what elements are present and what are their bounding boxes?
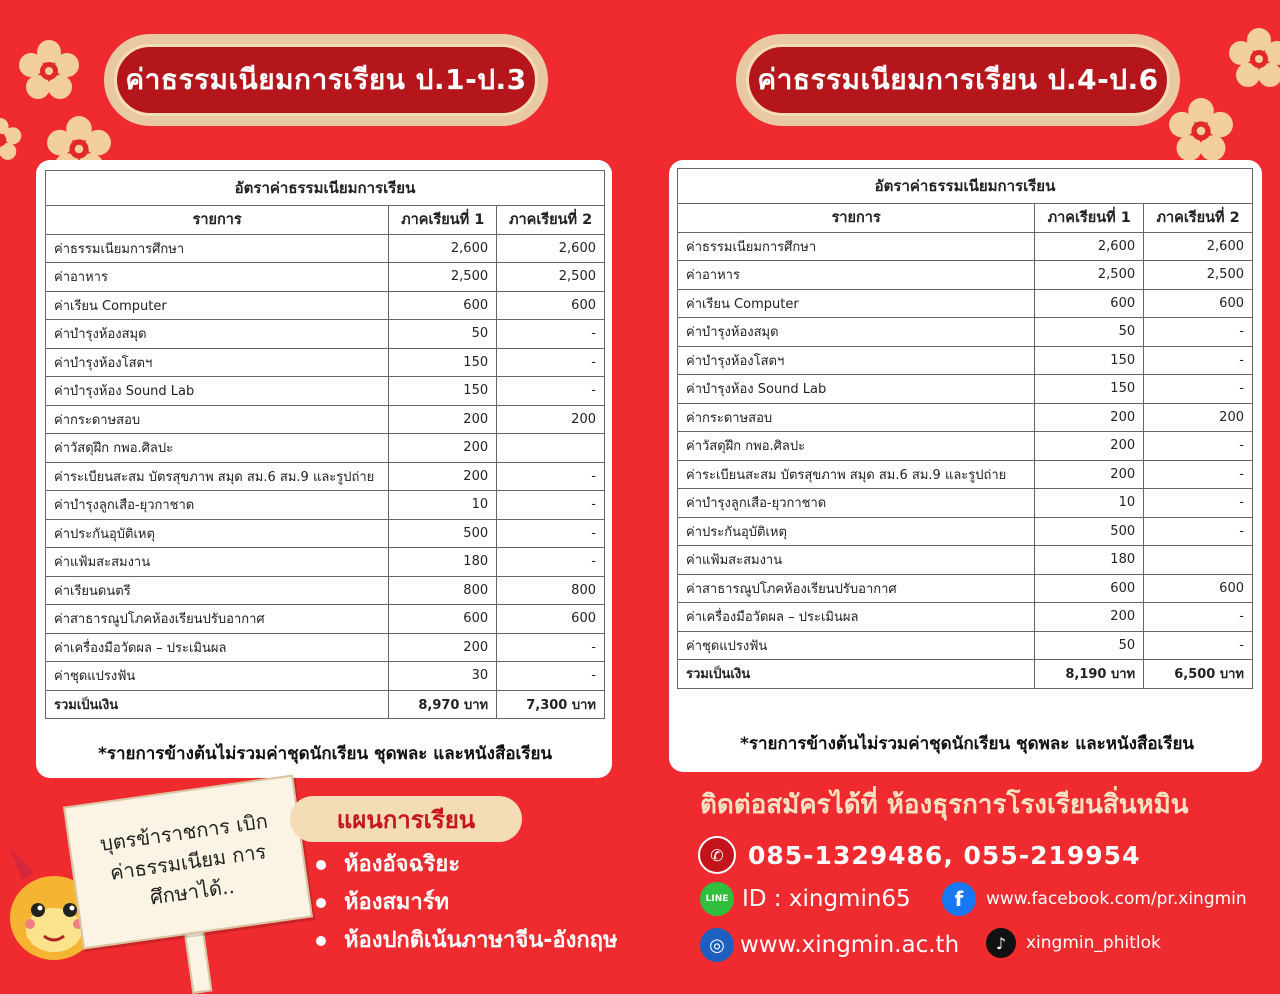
fee-item-name: ค่าวัสดุฝึก กพอ.ศิลปะ [46, 434, 389, 463]
fee-item-name: ค่าอาหาร [678, 261, 1035, 290]
term2-amount: 600 [1144, 289, 1253, 318]
fee-item-name: ค่าอาหาร [46, 263, 389, 292]
term1-amount: 2,500 [389, 263, 497, 292]
table-row [46, 377, 605, 406]
term1-amount: 200 [1035, 403, 1144, 432]
term1-amount: 50 [1035, 318, 1144, 347]
term2-amount: - [1144, 489, 1253, 518]
term1-amount: 200 [1035, 460, 1144, 489]
term1-amount: 150 [389, 377, 497, 406]
term2-amount: - [1144, 432, 1253, 461]
table-row [46, 234, 605, 263]
fee-item-name: ค่าบำรุงห้องสมุด [678, 318, 1035, 347]
term1-amount: 150 [389, 348, 497, 377]
table-row [46, 633, 605, 662]
fee-item-name: ค่าแฟ้มสะสมงาน [46, 548, 389, 577]
left-banner-title: ค่าธรรมเนียมการเรียน ป.1-ป.3 [125, 63, 527, 96]
table-row [46, 548, 605, 577]
term2-amount [1144, 546, 1253, 575]
term2-amount: 600 [497, 291, 605, 320]
right-banner-title: ค่าธรรมเนียมการเรียน ป.4-ป.6 [757, 63, 1159, 96]
term1-total: 8,970 บาท [389, 690, 497, 719]
fee-item-name: ค่าธรรมเนียมการศึกษา [46, 234, 389, 263]
table-row [678, 574, 1253, 603]
table-row [46, 434, 605, 463]
globe-icon: ◎ [700, 928, 734, 962]
list-item: ห้องปกติเน้นภาษาจีน-อังกฤษ [316, 922, 618, 960]
term2-amount: 2,500 [497, 263, 605, 292]
column-header-item: รายการ [46, 206, 389, 235]
term1-amount: 150 [1035, 346, 1144, 375]
column-header-term2: ภาคเรียนที่ 2 [1144, 204, 1253, 233]
study-plan-header [290, 796, 522, 842]
term2-amount: - [497, 348, 605, 377]
column-header-item: รายการ [678, 204, 1035, 233]
fee-item-name: ค่าเครื่องมือวัดผล – ประเมินผล [46, 633, 389, 662]
fee-item-name: ค่าธรรมเนียมการศึกษา [678, 232, 1035, 261]
term1-amount: 50 [1035, 631, 1144, 660]
fee-item-name: ค่าเรียน Computer [46, 291, 389, 320]
table-row [46, 263, 605, 292]
total-label: รวมเป็นเงิน [46, 690, 389, 719]
fee-item-name: ค่าบำรุงห้อง Sound Lab [46, 377, 389, 406]
fee-item-name: ค่าระเบียนสะสม บัตรสุขภาพ สมุด สม.6 สม.9 และรูปถ่าย [46, 462, 389, 491]
phone-line [698, 836, 1140, 874]
plum-blossom-icon [1228, 28, 1280, 90]
fee-item-name: ค่าบำรุงลูกเสือ-ยุวกาชาด [678, 489, 1035, 518]
left-title-banner [104, 34, 548, 126]
phone-numbers[interactable]: 085-1329486, 055-219954 [748, 840, 1141, 870]
fee-item-name: ค่าบำรุงลูกเสือ-ยุวกาชาด [46, 491, 389, 520]
table-row [678, 375, 1253, 404]
plum-blossom-icon [0, 118, 22, 162]
term1-amount: 800 [389, 576, 497, 605]
table-row [46, 605, 605, 634]
fee-item-name: ค่าบำรุงห้องโสตฯ [678, 346, 1035, 375]
left-note: *รายการข้างต้นไม่รวมค่าชุดนักเรียน ชุดพละ และหนังสือเรียน [97, 744, 553, 764]
term2-amount: - [497, 462, 605, 491]
term1-amount: 600 [389, 605, 497, 634]
term2-amount: 600 [1144, 574, 1253, 603]
term1-amount: 200 [1035, 603, 1144, 632]
term2-amount: - [1144, 318, 1253, 347]
list-item: ห้องอัจฉริยะ [316, 846, 618, 884]
table-row [678, 489, 1253, 518]
table-row [46, 519, 605, 548]
table-row [678, 261, 1253, 290]
total-row [46, 690, 605, 719]
term2-total: 7,300 บาท [497, 690, 605, 719]
term1-amount: 180 [1035, 546, 1144, 575]
bullet-icon [316, 936, 326, 946]
right-title-banner [736, 34, 1180, 126]
bullet-icon [316, 860, 326, 870]
term2-amount: - [497, 662, 605, 691]
tiktok-handle[interactable]: xingmin_phitlok [1026, 933, 1161, 953]
total-label: รวมเป็นเงิน [678, 660, 1035, 689]
term1-amount: 10 [389, 491, 497, 520]
website-url[interactable]: www.xingmin.ac.th [740, 932, 960, 958]
table-row [46, 291, 605, 320]
term1-amount: 2,600 [1035, 232, 1144, 261]
left-fee-table [45, 170, 605, 719]
table-row [678, 603, 1253, 632]
table-row [678, 432, 1253, 461]
term1-amount: 2,600 [389, 234, 497, 263]
term2-amount: - [1144, 631, 1253, 660]
term1-amount: 200 [1035, 432, 1144, 461]
table-row [678, 517, 1253, 546]
term1-amount: 30 [389, 662, 497, 691]
table-row [46, 576, 605, 605]
term2-amount: 2,600 [497, 234, 605, 263]
term1-amount: 600 [1035, 574, 1144, 603]
term1-amount: 500 [389, 519, 497, 548]
study-plan-title: แผนการเรียน [336, 805, 476, 834]
term2-amount: - [497, 377, 605, 406]
term2-amount: - [497, 633, 605, 662]
column-header-term1: ภาคเรียนที่ 1 [389, 206, 497, 235]
fee-item-name: ค่าบำรุงห้องสมุด [46, 320, 389, 349]
term1-amount: 2,500 [1035, 261, 1144, 290]
fee-item-name: ค่าบำรุงห้อง Sound Lab [678, 375, 1035, 404]
term1-total: 8,190 บาท [1035, 660, 1144, 689]
term2-amount: - [1144, 346, 1253, 375]
bullet-icon [316, 898, 326, 908]
table-row [678, 631, 1253, 660]
term1-amount: 600 [1035, 289, 1144, 318]
table-row [678, 318, 1253, 347]
fee-item-name: ค่าประกันอุบัติเหตุ [46, 519, 389, 548]
term1-amount: 180 [389, 548, 497, 577]
line-icon: LINE [700, 882, 734, 916]
sign-text: บุตรข้าราชการ เบิกค่าธรรมเนียม การศึกษาได้.. [98, 808, 270, 910]
fee-item-name: ค่าวัสดุฝึก กพอ.ศิลปะ [678, 432, 1035, 461]
table-row [678, 346, 1253, 375]
line-id-line [700, 882, 911, 916]
table-row [678, 546, 1253, 575]
fee-item-name: ค่ากระดาษสอบ [678, 403, 1035, 432]
term1-amount: 500 [1035, 517, 1144, 546]
fee-item-name: ค่ากระดาษสอบ [46, 405, 389, 434]
fee-item-name: ค่าเครื่องมือวัดผล – ประเมินผล [678, 603, 1035, 632]
fee-item-name: ค่าเรียน Computer [678, 289, 1035, 318]
phone-icon: ✆ [698, 836, 736, 874]
term2-amount: - [1144, 460, 1253, 489]
term2-amount: 600 [497, 605, 605, 634]
term1-amount: 150 [1035, 375, 1144, 404]
term1-amount: 50 [389, 320, 497, 349]
term2-amount: - [497, 519, 605, 548]
facebook-url[interactable]: www.facebook.com/pr.xingmin [986, 889, 1247, 909]
table-row [46, 662, 605, 691]
term2-amount: - [497, 320, 605, 349]
term2-amount: 200 [1144, 403, 1253, 432]
term2-amount: - [497, 548, 605, 577]
fee-item-name: ค่าสาธารณูปโภคห้องเรียนปรับอากาศ [678, 574, 1035, 603]
right-fee-table [677, 168, 1253, 689]
term1-amount: 200 [389, 405, 497, 434]
plum-blossom-icon [1168, 98, 1234, 164]
term1-amount: 600 [389, 291, 497, 320]
line-id[interactable]: ID : xingmin65 [742, 886, 911, 912]
table-caption: อัตราค่าธรรมเนียมการเรียน [46, 171, 605, 206]
term2-amount: 200 [497, 405, 605, 434]
term2-amount: - [497, 491, 605, 520]
table-row [46, 462, 605, 491]
table-row [678, 289, 1253, 318]
fee-item-name: ค่าบำรุงห้องโสตฯ [46, 348, 389, 377]
fee-item-name: ค่าเรียนดนตรี [46, 576, 389, 605]
notice-sign [63, 775, 313, 950]
table-row [46, 320, 605, 349]
table-row [46, 348, 605, 377]
table-caption: อัตราค่าธรรมเนียมการเรียน [678, 169, 1253, 204]
study-plan-list [316, 846, 618, 960]
contact-title: ติดต่อสมัครได้ที่ ห้องธุรการโรงเรียนสิ่นหมิน [700, 790, 1189, 820]
table-row [46, 405, 605, 434]
column-header-term1: ภาคเรียนที่ 1 [1035, 204, 1144, 233]
term2-amount: 2,500 [1144, 261, 1253, 290]
total-row [678, 660, 1253, 689]
table-row [46, 491, 605, 520]
plum-blossom-icon [18, 40, 80, 102]
term1-amount: 200 [389, 434, 497, 463]
term2-amount: - [1144, 603, 1253, 632]
term2-amount: - [1144, 375, 1253, 404]
fee-item-name: ค่าประกันอุบัติเหตุ [678, 517, 1035, 546]
column-header-term2: ภาคเรียนที่ 2 [497, 206, 605, 235]
term1-amount: 200 [389, 633, 497, 662]
facebook-line [942, 882, 1247, 916]
term2-amount: 2,600 [1144, 232, 1253, 261]
right-note: *รายการข้างต้นไม่รวมค่าชุดนักเรียน ชุดพละ และหนังสือเรียน [739, 734, 1195, 754]
fee-item-name: ค่าชุดแปรงฟัน [46, 662, 389, 691]
term2-amount: 800 [497, 576, 605, 605]
fee-item-name: ค่าสาธารณูปโภคห้องเรียนปรับอากาศ [46, 605, 389, 634]
fee-item-name: ค่าชุดแปรงฟัน [678, 631, 1035, 660]
term1-amount: 10 [1035, 489, 1144, 518]
term2-total: 6,500 บาท [1144, 660, 1253, 689]
tiktok-icon: ♪ [986, 928, 1016, 958]
facebook-icon: f [942, 882, 976, 916]
term2-amount [497, 434, 605, 463]
term1-amount: 200 [389, 462, 497, 491]
table-row [678, 232, 1253, 261]
term2-amount: - [1144, 517, 1253, 546]
table-row [678, 403, 1253, 432]
table-row [678, 460, 1253, 489]
tiktok-line [986, 928, 1161, 958]
fee-item-name: ค่าระเบียนสะสม บัตรสุขภาพ สมุด สม.6 สม.9 และรูปถ่าย [678, 460, 1035, 489]
list-item: ห้องสมาร์ท [316, 884, 618, 922]
fee-item-name: ค่าแฟ้มสะสมงาน [678, 546, 1035, 575]
website-line [700, 928, 959, 962]
